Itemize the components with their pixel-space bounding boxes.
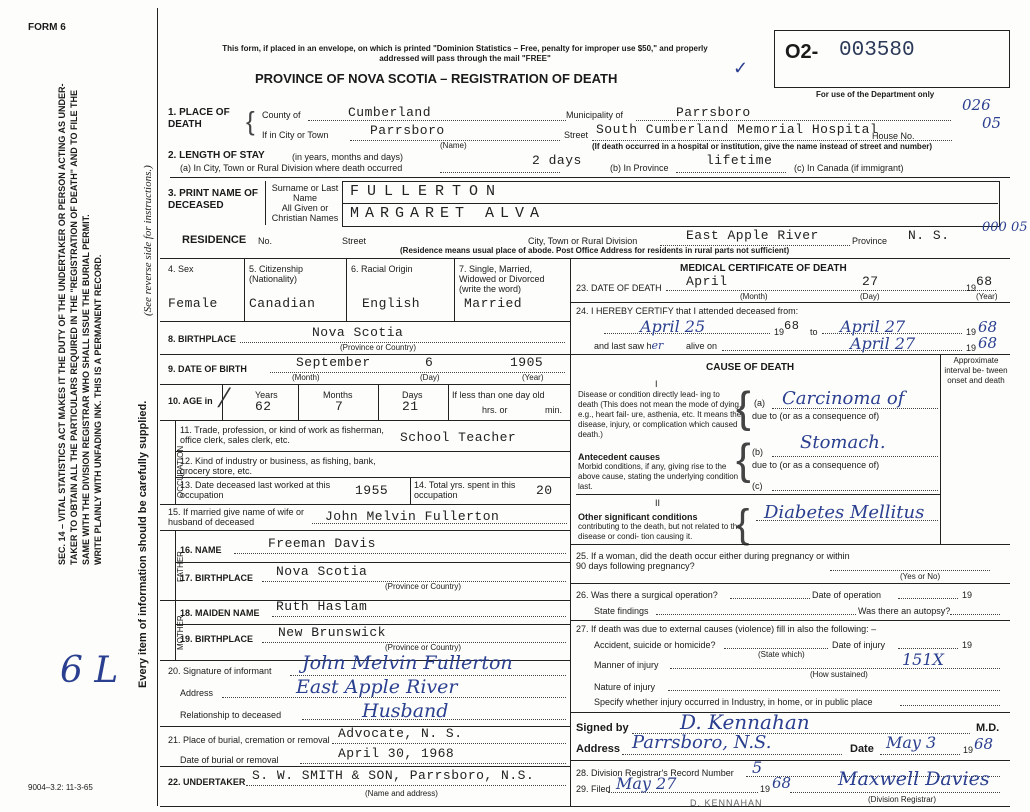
reverse-instruction: (See reverse side for instructions.) [142,165,154,316]
burial-place-label: 21. Place of burial, cremation or removal [168,735,330,745]
days-label: Days [402,390,423,400]
reg-number: 003580 [839,39,915,62]
direct-cause-label: Disease or condition directly lead- ing to death (This does not mean the mode of dying, e.g., heart fail- ure, asthenia, etc. It means the disease, injury, or complication which caused death.) [578,390,742,439]
birthplace-hint: (Province or Country) [340,343,417,352]
injury-year-prefix: 19 [962,640,973,650]
other-desc: contributing to the death, but not related to the disease or condi- tion causing it. [578,522,742,541]
residence-label: RESIDENCE [182,234,247,246]
cause-title: CAUSE OF DEATH [706,362,795,373]
alive-label: alive on [686,341,718,351]
undertaker-label: 22. UNDERTAKER [168,777,246,787]
stay-b-label: (b) In Province [610,163,669,173]
dod-year-hint: (Year) [976,292,998,301]
cause-a-label: (a) [754,398,765,408]
cause-c-label: (c) [752,481,763,491]
mother-name-value: Ruth Haslam [276,599,368,614]
undertaker-hint: (Name and address) [365,789,438,798]
dept-code-2: 05 [982,114,1002,132]
city-value: Parrsboro [370,123,445,138]
to-year-prefix: 19 [966,327,977,337]
sex-value: Female [168,296,218,311]
from-year: 68 [784,319,800,333]
dob-day: 6 [425,355,434,370]
signed-hand: D. Kennahan [680,710,810,734]
reg-num-hand: 5 [752,758,763,777]
min-label: min. [545,405,563,415]
op-year-prefix: 19 [962,590,973,600]
spouse-label: 15. If married give name of wife or husband of deceased [168,507,305,527]
stay-a-value: 2 days [532,153,582,168]
margin-hand-marks: 6 L [60,650,119,691]
house-label: House No. [872,131,915,141]
other-hand: Diabetes Mellitus [764,502,925,523]
registrar-hand: Maxwell Davies [838,768,990,790]
alive-year: 68 [978,334,998,352]
undertaker-value: S. W. SMITH & SON, Parrsboro, N.S. [252,768,535,783]
dob-year-hint: (Year) [522,373,544,382]
roman-2: II [655,498,661,508]
stay-label: 2. LENGTH OF STAY [168,150,265,161]
dob-label: 9. DATE OF BIRTH [168,364,247,374]
total-label: 14. Total yrs. spent in this occupation [414,480,516,500]
total-value: 20 [536,483,553,498]
age-months: 7 [335,399,344,414]
manner-code-hand: 151X [902,650,944,669]
pregnancy-label: 25. If a woman, did the death occur either during pregnancy or within 90 days following pregnancy? [576,551,850,571]
age-slash: ⁄ [222,384,227,414]
brace-other: { [736,502,750,546]
father-side: FATHER [176,551,185,582]
residence-city-label: City, Town or Rural Division [528,236,638,246]
reg-prefix: O2- [785,41,819,63]
burial-date-label: Date of burial or removal [180,755,279,765]
years-label: Years [255,390,278,400]
burial-date-value: April 30, 1968 [338,746,455,761]
certify-label: 24. I HEREBY CERTIFY that I attended deceased from: [576,306,799,316]
dob-month: September [296,355,371,370]
marital-label: 7. Single, Married, Widowed or Divorced (write the word) [459,264,545,294]
surgery-label: 26. Was there a surgical operation? [576,590,718,600]
nature-label: Nature of injury [594,682,656,692]
yes-no-hint: (Yes or No) [900,572,941,581]
hrs-label: hrs. or [482,405,508,415]
op-date-label: Date of operation [812,590,882,600]
industry-label: 12. Kind of industry or business, as fishing, bank, grocery store, etc. [180,456,376,476]
dod-month-hint: (Month) [740,292,768,301]
last-saw-label: and last saw her [594,339,664,352]
address-label: Address [576,743,621,755]
brace-a: { [736,383,751,432]
due-to-2: due to (or as a consequence of) [752,460,880,470]
father-birth-label: 17. BIRTHPLACE [180,573,254,583]
to-label: to [810,327,818,337]
municipality-label: Municipality of [566,110,624,120]
mother-name-label: 18. MAIDEN NAME [180,608,260,618]
alive-year-prefix: 19 [966,343,977,353]
burial-place-value: Advocate, N. S. [338,726,463,741]
dod-month: April [686,274,728,289]
interval-label: Approximate interval be- tween onset and death [944,356,1008,385]
racial-label: 6. Racial Origin [351,264,413,274]
state-findings-label: State findings [594,606,649,616]
age-label: 10. AGE in [168,396,213,406]
to-year: 68 [978,318,998,336]
form-code: 9004–3.2: 11-3-65 [28,783,93,792]
date-label: Date [850,743,874,755]
mother-side: MOTHER [176,615,185,650]
cause-b-label: (b) [752,447,763,457]
informant-sig-label: 20. Signature of informant [168,666,272,676]
months-label: Months [323,390,353,400]
dod-day-hint: (Day) [860,292,880,301]
residence-note: (Residence means usual place of abode. Post Office Address for residents in rural parts not sufficient) [400,246,790,255]
other-label: Other significant conditions [578,512,698,522]
citizen-label: 5. Citizenship (Nationality) [249,264,304,284]
filed-hand: May 27 [616,774,677,793]
due-to-1: due to (or as a consequence of) [752,411,880,421]
father-birth-value: Nova Scotia [276,564,368,579]
hospital-note: (If death occurred in a hospital or institution, give the name instead of street and number) [592,142,933,151]
state-which-hint: (State which) [758,650,805,659]
citizen-value: Canadian [249,296,316,311]
cause-a-hand: Carcinoma of [782,388,905,409]
occupation-side: OCCUPATION [176,445,185,498]
how-sustained-hint: (How sustained) [810,670,868,679]
address-hand: Parrsboro, N.S. [632,732,772,753]
birthplace-value: Nova Scotia [312,325,404,340]
dod-label: 23. DATE OF DEATH [576,283,662,293]
residence-code: 000 05 [982,220,1028,235]
statute-text: SEC. 14 – VITAL STATISTICS ACT MAKES IT THE DUTY OF THE UNDERTAKER OR PERSON ACTING AS UNDER- TAKER TO OBTAIN ALL THE PARTICULARS REQUIRED IN THE "REGISTRATION OF DEATH" AND TO FILE THE SAME WITH THE DIVISION REGISTRAR WHO SHALL ISSUE THE BURIAL PERMIT. WRITE PLAINLY WITH UNFADING INK. THIS IS A PERMANENT RECORD. [57,83,103,565]
residence-province-label: Province [852,236,888,246]
cause-b-hand: Stomach. [800,432,886,453]
informant-sig-hand: John Melvin Fullerton [302,652,513,674]
trade-label: 11. Trade, profession, or kind of work as fisherman, office clerk, sales clerk, etc. [180,425,384,445]
date-hand: May 3 [886,733,937,752]
informant-rel-label: Relationship to deceased [180,710,282,720]
last-worked-value: 1955 [355,483,389,498]
md-label: M.D. [976,722,1000,734]
filed-year-prefix: 19 [760,784,771,794]
county-value: Cumberland [348,105,432,120]
brace-b: { [736,435,751,484]
residence-street-label: Street [342,236,367,246]
filed-year-hand: 68 [772,774,792,792]
surname-label: Surname or Last Name [271,183,339,203]
county-label: County of [262,110,301,120]
trade-value: School Teacher [400,430,517,445]
registrar-hint: (Division Registrar) [868,795,937,804]
racial-value: English [362,296,421,311]
less-day-label: If less than one day old [452,390,545,400]
dept-code-1: 026 [962,96,991,114]
surname-value: FULLERTON [350,183,504,200]
municipality-value: Parrsboro [676,105,751,120]
antecedent-desc: Morbid conditions, if any, giving rise to the above cause, stating the underlying condition last. [578,462,739,491]
birthplace-label: 8. BIRTHPLACE [168,334,237,344]
dob-day-hint: (Day) [420,373,440,382]
from-date-hand: April 25 [640,317,706,336]
violence-label: 27. If death was due to external causes (violence) fill in also the following: – [576,624,877,634]
filed-label: 29. Filed [576,784,611,794]
form-id: FORM 6 [28,22,66,33]
father-name-value: Freeman Davis [268,536,376,551]
father-name-label: 16. NAME [180,545,222,555]
stay-b-value: lifetime [706,153,773,168]
manner-label: Manner of injury [594,660,659,670]
informant-rel-hand: Husband [362,700,449,722]
physician-stamp: D. KENNAHAN [690,798,763,808]
residence-province-value: N. S. [908,228,950,243]
stay-a-label: (a) In City, Town or Rural Division where death occurred [180,163,403,173]
antecedent-label: Antecedent causes [578,452,661,462]
given-label: All Given or Christian Names [271,203,339,223]
informant-addr-label: Address [180,688,214,698]
injury-date-label: Date of injury [832,640,886,650]
to-date-hand: April 27 [840,317,906,336]
postal-notice: This form, if placed in an envelope, on which is printed "Dominion Statistics – Free, penalty for improper use $50," and properly addressed will pass through the mail "FREE" [222,44,708,63]
residence-no-label: No. [258,236,273,246]
last-worked-label: 13. Date deceased last worked at this occupation [180,480,331,500]
signed-label: Signed by [576,722,629,734]
registration-box [774,30,1010,88]
instruction-text: Every item of information should be carefully supplied. [137,400,149,688]
residence-city-value: East Apple River [686,228,819,243]
spouse-value: John Melvin Fullerton [325,509,500,524]
dod-year: 68 [976,274,993,289]
check-mark: ✓ [733,58,749,79]
mother-birth-hint: (Province or Country) [385,643,462,652]
alive-date-hand: April 27 [850,334,916,353]
brace: { [246,106,255,136]
form-title: PROVINCE OF NOVA SCOTIA – REGISTRATION OF DEATH [255,71,618,86]
age-years: 62 [255,399,272,414]
stay-c-label: (c) In Canada (if immigrant) [794,163,904,173]
date-year-hand: 68 [974,735,994,753]
mother-birth-value: New Brunswick [278,625,386,640]
roman-1: I [655,379,658,389]
dept-use: For use of the Department only [816,90,935,99]
mother-birth-label: 19. BIRTHPLACE [180,634,254,644]
specify-label: Specify whether injury occurred in Industry, in home, or in public place [594,697,873,707]
given-value: MARGARET ALVA [350,205,546,222]
date-year-prefix: 19 [963,745,974,755]
accident-label: Accident, suicide or homicide? [594,640,716,650]
dod-day: 27 [862,274,879,289]
dod-year-prefix: 19 [966,283,977,293]
autopsy-label: Was there an autopsy? [858,606,951,616]
dob-year: 1905 [510,355,544,370]
street-value: South Cumberland Memorial Hospital [596,122,879,137]
street-label: Street [564,130,589,140]
sex-label: 4. Sex [168,264,194,274]
reg-num-label: 28. Division Registrar's Record Number [576,768,734,778]
city-label: If in City or Town [262,130,329,140]
place-label: 1. PLACE OF DEATH [168,107,230,130]
stay-hint: (in years, months and days) [292,152,404,162]
age-days: 21 [402,399,419,414]
name-label: 3. PRINT NAME OF DECEASED [168,188,259,211]
name-hint: (Name) [440,141,467,150]
dob-month-hint: (Month) [292,373,320,382]
medical-title: MEDICAL CERTIFICATE OF DEATH [680,263,847,274]
marital-value: Married [464,296,523,311]
from-year-prefix: 19 [774,327,785,337]
informant-addr-hand: East Apple River [296,676,458,698]
father-birth-hint: (Province or Country) [385,582,462,591]
